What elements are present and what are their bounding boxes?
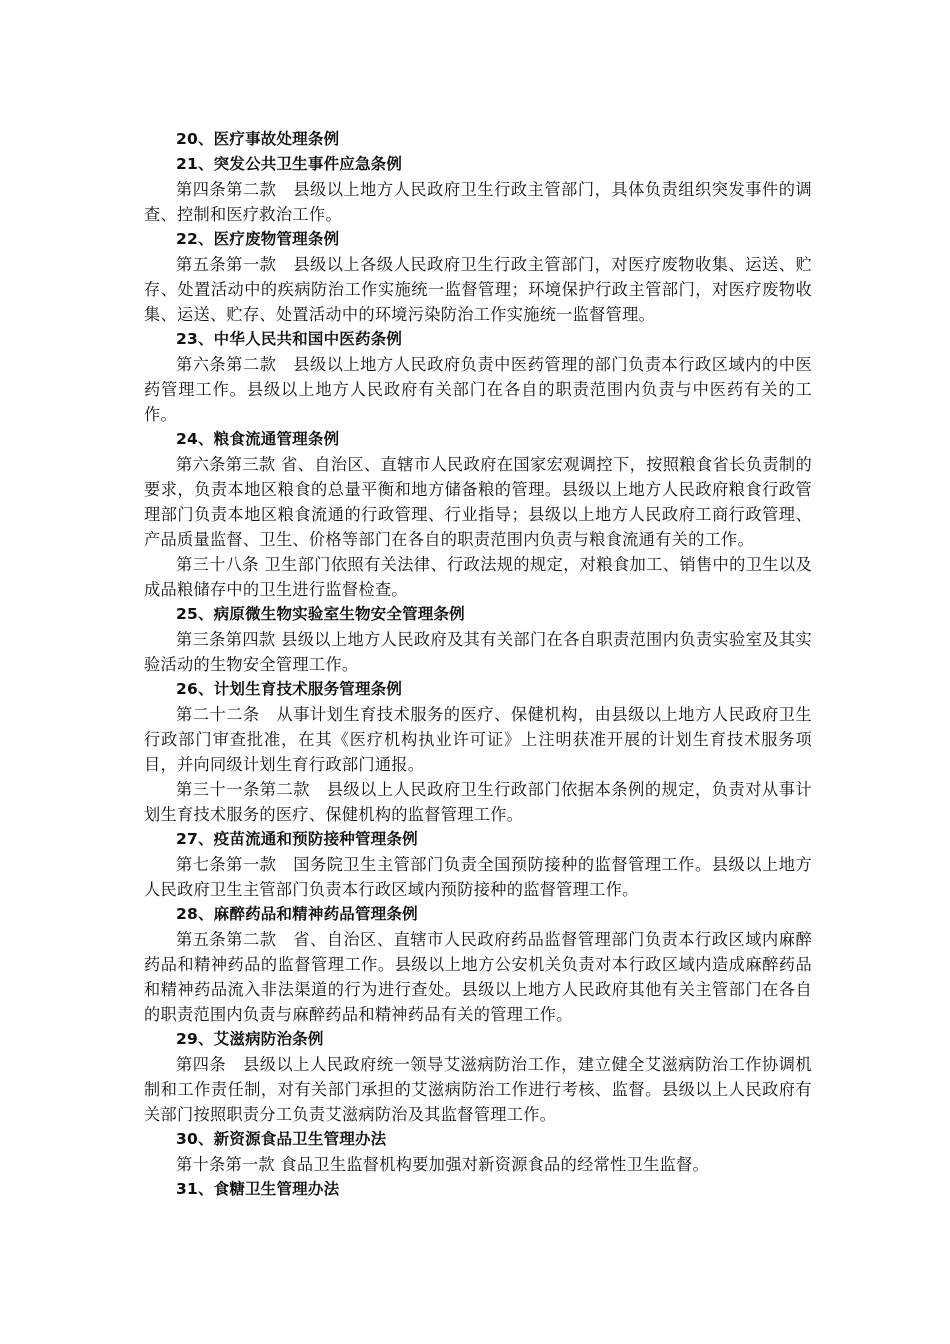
law-section	[144, 327, 812, 427]
article-paragraph: 第三十八条 卫生部门依照有关法律、行政法规的规定，对粮食加工、销售中的卫生以及成品粮储存中的卫生进行监督检查。	[144, 555, 812, 599]
section-heading: 23、中华人民共和国中医药条例	[176, 330, 403, 348]
section-heading: 20、医疗事故处理条例	[176, 130, 340, 148]
section-heading: 26、计划生育技术服务管理条例	[176, 680, 403, 698]
section-heading: 27、疫苗流通和预防接种管理条例	[176, 830, 418, 848]
section-heading: 25、病原微生物实验室生物安全管理条例	[176, 605, 465, 623]
law-section	[144, 427, 812, 602]
article-paragraph: 第五条第一款 县级以上各级人民政府卫生行政主管部门，对医疗废物收集、运送、贮存、处置活动中的疾病防治工作实施统一监督管理；环境保护行政主管部门，对医疗废物收集、运送、贮存、处置活动中的环境污染防治工作实施统一监督管理。	[144, 255, 812, 324]
law-section	[144, 227, 812, 327]
article-paragraph: 第六条第二款 县级以上地方人民政府负责中医药管理的部门负责本行政区域内的中医药管理工作。县级以上地方人民政府有关部门在各自的职责范围内负责与中医药有关的工作。	[144, 355, 812, 424]
section-heading: 24、粮食流通管理条例	[176, 430, 340, 448]
article-paragraph: 第四条第二款 县级以上地方人民政府卫生行政主管部门，具体负责组织突发事件的调查、控制和医疗救治工作。	[144, 180, 812, 224]
law-section	[144, 827, 812, 902]
article-paragraph: 第三条第四款 县级以上地方人民政府及其有关部门在各自职责范围内负责实验室及其实验活动的生物安全管理工作。	[144, 630, 812, 674]
article-paragraph: 第七条第一款 国务院卫生主管部门负责全国预防接种的监督管理工作。县级以上地方人民政府卫生主管部门负责本行政区域内预防接种的监督管理工作。	[144, 855, 812, 899]
section-heading: 21、突发公共卫生事件应急条例	[176, 155, 403, 173]
section-heading: 31、食糖卫生管理办法	[176, 1180, 340, 1198]
article-paragraph: 第二十二条 从事计划生育技术服务的医疗、保健机构，由县级以上地方人民政府卫生行政部门审查批准，在其《医疗机构执业许可证》上注明获准开展的计划生育技术服务项目，并向同级计划生育行政部门通报。	[144, 705, 812, 774]
section-heading: 28、麻醉药品和精神药品管理条例	[176, 905, 418, 923]
law-section	[144, 152, 812, 227]
law-section	[144, 1027, 812, 1127]
law-section	[144, 602, 812, 677]
section-heading: 29、艾滋病防治条例	[176, 1030, 324, 1048]
article-paragraph: 第十条第一款 食品卫生监督机构要加强对新资源食品的经常性卫生监督。	[176, 1155, 710, 1174]
law-section	[144, 127, 812, 152]
law-section	[144, 1177, 812, 1202]
law-section	[144, 1127, 812, 1177]
law-section	[144, 677, 812, 827]
section-heading: 22、医疗废物管理条例	[176, 230, 340, 248]
article-paragraph: 第三十一条第二款 县级以上人民政府卫生行政部门依据本条例的规定，负责对从事计划生育技术服务的医疗、保健机构的监督管理工作。	[144, 780, 812, 824]
article-paragraph: 第五条第二款 省、自治区、直辖市人民政府药品监督管理部门负责本行政区域内麻醉药品和精神药品的监督管理工作。县级以上地方公安机关负责对本行政区域内造成麻醉药品和精神药品流入非法渠道的行为进行查处。县级以上地方人民政府其他有关主管部门在各自的职责范围内负责与麻醉药品和精神药品有关的管理工作。	[144, 930, 812, 1024]
document-body	[144, 127, 812, 1202]
section-heading: 30、新资源食品卫生管理办法	[176, 1130, 387, 1148]
article-paragraph: 第六条第三款 省、自治区、直辖市人民政府在国家宏观调控下，按照粮食省长负责制的要求，负责本地区粮食的总量平衡和地方储备粮的管理。县级以上地方人民政府粮食行政管理部门负责本地区粮食流通的行政管理、行业指导；县级以上地方人民政府工商行政管理、产品质量监督、卫生、价格等部门在各自的职责范围内负责与粮食流通有关的工作。	[144, 455, 812, 549]
law-section	[144, 902, 812, 1027]
article-paragraph: 第四条 县级以上人民政府统一领导艾滋病防治工作，建立健全艾滋病防治工作协调机制和工作责任制，对有关部门承担的艾滋病防治工作进行考核、监督。县级以上人民政府有关部门按照职责分工负责艾滋病防治及其监督管理工作。	[144, 1055, 812, 1124]
